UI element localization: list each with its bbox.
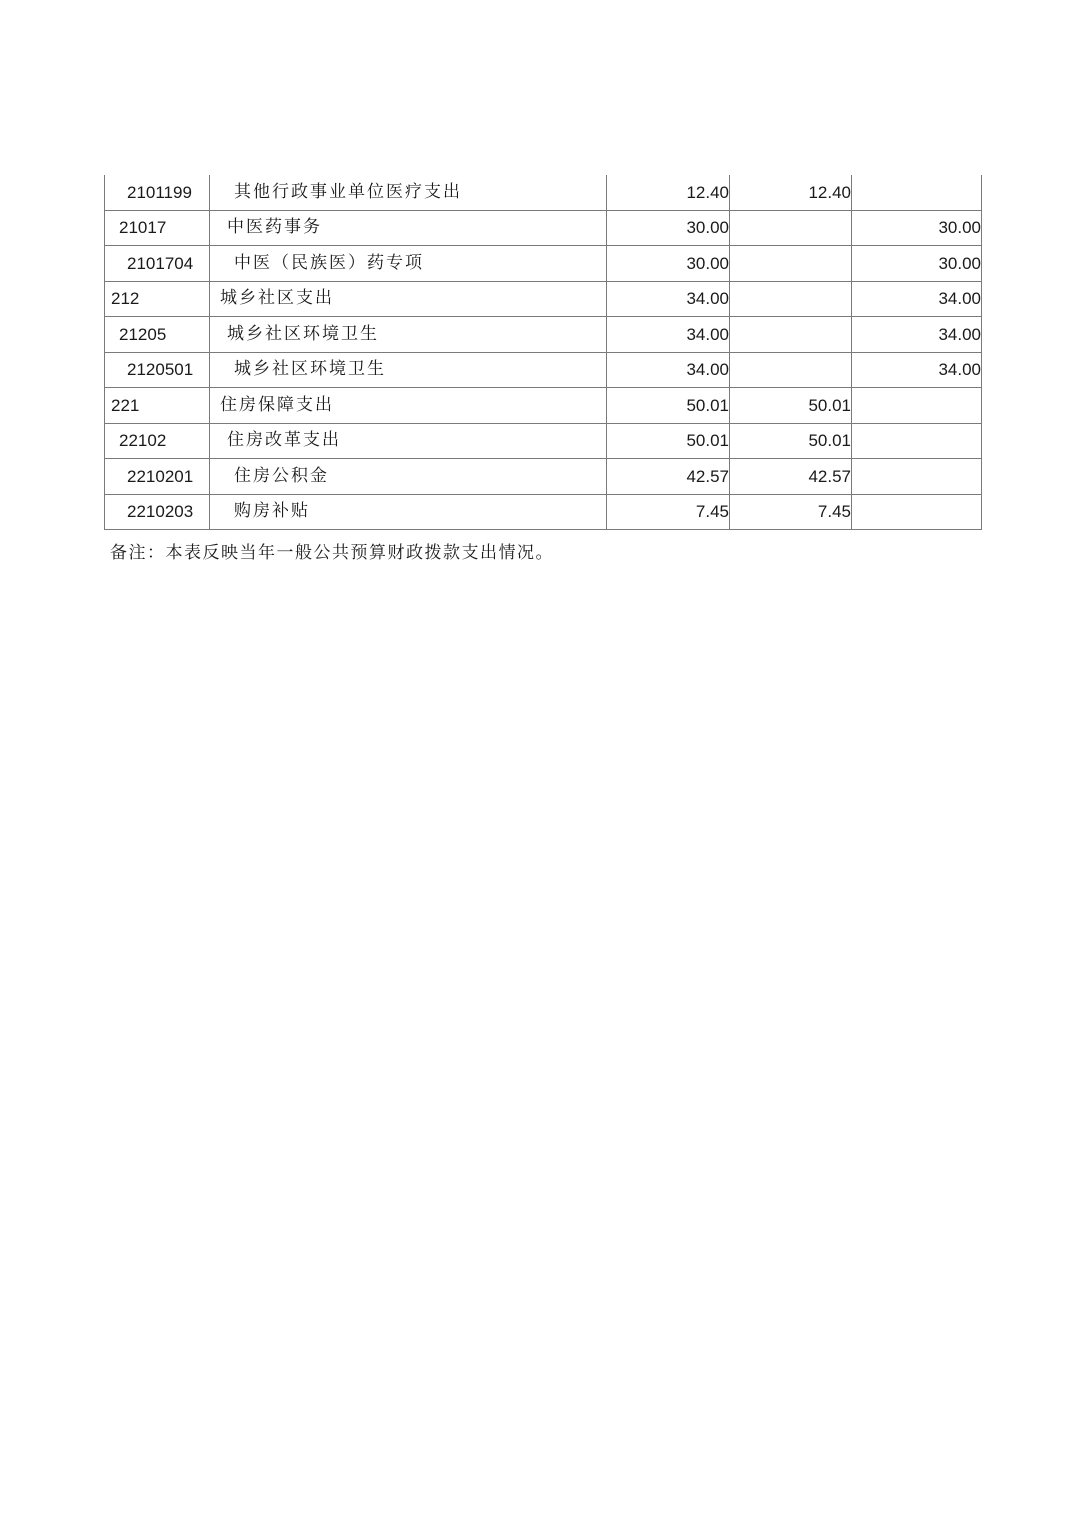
table-row	[105, 494, 982, 530]
budget-item-name: 其他行政事业单位医疗支出	[210, 175, 607, 210]
budget-code: 21017	[105, 210, 210, 246]
amount-col-1: 34.00	[607, 317, 730, 353]
budget-item-name: 城乡社区支出	[210, 281, 607, 317]
table-row	[105, 210, 982, 246]
amount-col-1: 34.00	[607, 352, 730, 388]
table-row	[105, 423, 982, 459]
amount-col-1: 42.57	[607, 459, 730, 495]
amount-col-3	[852, 494, 982, 530]
budget-code: 212	[105, 281, 210, 317]
amount-col-3: 34.00	[852, 281, 982, 317]
amount-col-1: 50.01	[607, 423, 730, 459]
amount-col-1: 7.45	[607, 494, 730, 530]
amount-col-2	[730, 210, 852, 246]
budget-item-name: 购房补贴	[210, 494, 607, 530]
budget-item-name: 住房保障支出	[210, 388, 607, 424]
budget-item-name: 住房公积金	[210, 459, 607, 495]
table-row	[105, 459, 982, 495]
amount-col-3: 30.00	[852, 210, 982, 246]
budget-item-name: 住房改革支出	[210, 423, 607, 459]
amount-col-2: 50.01	[730, 388, 852, 424]
budget-code: 2210201	[105, 459, 210, 495]
budget-item-name: 城乡社区环境卫生	[210, 317, 607, 353]
amount-col-2: 50.01	[730, 423, 852, 459]
amount-col-3	[852, 175, 982, 210]
amount-col-3: 30.00	[852, 246, 982, 282]
budget-code: 2101704	[105, 246, 210, 282]
table-row	[105, 246, 982, 282]
amount-col-3: 34.00	[852, 317, 982, 353]
amount-col-2: 12.40	[730, 175, 852, 210]
budget-code: 2210203	[105, 494, 210, 530]
budget-item-name: 城乡社区环境卫生	[210, 352, 607, 388]
budget-code: 221	[105, 388, 210, 424]
table-row	[105, 175, 982, 210]
amount-col-2	[730, 281, 852, 317]
amount-col-2	[730, 317, 852, 353]
budget-expenditure-table	[104, 175, 982, 530]
amount-col-3	[852, 388, 982, 424]
amount-col-3	[852, 423, 982, 459]
amount-col-1: 50.01	[607, 388, 730, 424]
budget-code: 2120501	[105, 352, 210, 388]
budget-item-name: 中医药事务	[210, 210, 607, 246]
table-row	[105, 352, 982, 388]
amount-col-2: 42.57	[730, 459, 852, 495]
amount-col-3: 34.00	[852, 352, 982, 388]
amount-col-3	[852, 459, 982, 495]
budget-item-name: 中医（民族医）药专项	[210, 246, 607, 282]
table-row	[105, 317, 982, 353]
table-row	[105, 388, 982, 424]
amount-col-2	[730, 246, 852, 282]
amount-col-1: 12.40	[607, 175, 730, 210]
amount-col-2: 7.45	[730, 494, 852, 530]
table-row	[105, 281, 982, 317]
amount-col-1: 30.00	[607, 210, 730, 246]
budget-code: 22102	[105, 423, 210, 459]
amount-col-1: 34.00	[607, 281, 730, 317]
budget-code: 2101199	[105, 175, 210, 210]
amount-col-1: 30.00	[607, 246, 730, 282]
amount-col-2	[730, 352, 852, 388]
table-footnote: 备注：本表反映当年一般公共预算财政拨款支出情况。	[110, 543, 554, 563]
budget-code: 21205	[105, 317, 210, 353]
